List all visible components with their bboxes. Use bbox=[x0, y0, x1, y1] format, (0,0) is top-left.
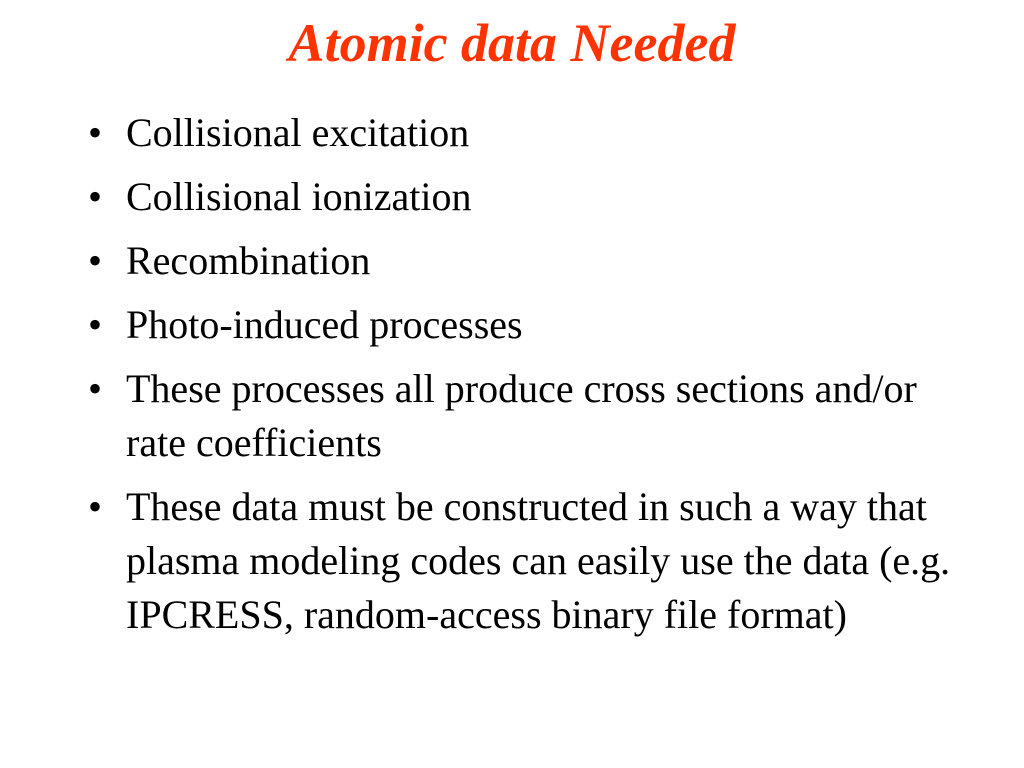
bullet-marker: • bbox=[88, 238, 103, 283]
bullet-marker: • bbox=[88, 110, 103, 155]
bullet-text: Collisional excitation bbox=[126, 110, 470, 155]
bullet-text: Collisional ionization bbox=[126, 174, 472, 219]
bullet-item bbox=[88, 170, 968, 224]
bullet-item bbox=[88, 362, 968, 470]
bullet-item bbox=[88, 234, 968, 288]
bullet-marker: • bbox=[88, 174, 103, 219]
bullet-list bbox=[88, 106, 968, 652]
bullet-marker: • bbox=[88, 302, 103, 347]
bullet-text: Recombination bbox=[126, 238, 371, 283]
bullet-item bbox=[88, 106, 968, 160]
bullet-marker: • bbox=[88, 484, 103, 529]
bullet-item bbox=[88, 480, 968, 642]
slide-title: Atomic data Needed bbox=[288, 13, 736, 73]
bullet-marker: • bbox=[88, 366, 103, 411]
bullet-text: Photo-induced processes bbox=[126, 302, 523, 347]
bullet-item bbox=[88, 298, 968, 352]
bullet-text: These data must be constructed in such a way that plasma modeling codes can easily use the data (e.g. IPCRESS, random-access binary file format) bbox=[126, 484, 951, 637]
bullet-text: These processes all produce cross sections and/or rate coefficients bbox=[126, 366, 917, 465]
